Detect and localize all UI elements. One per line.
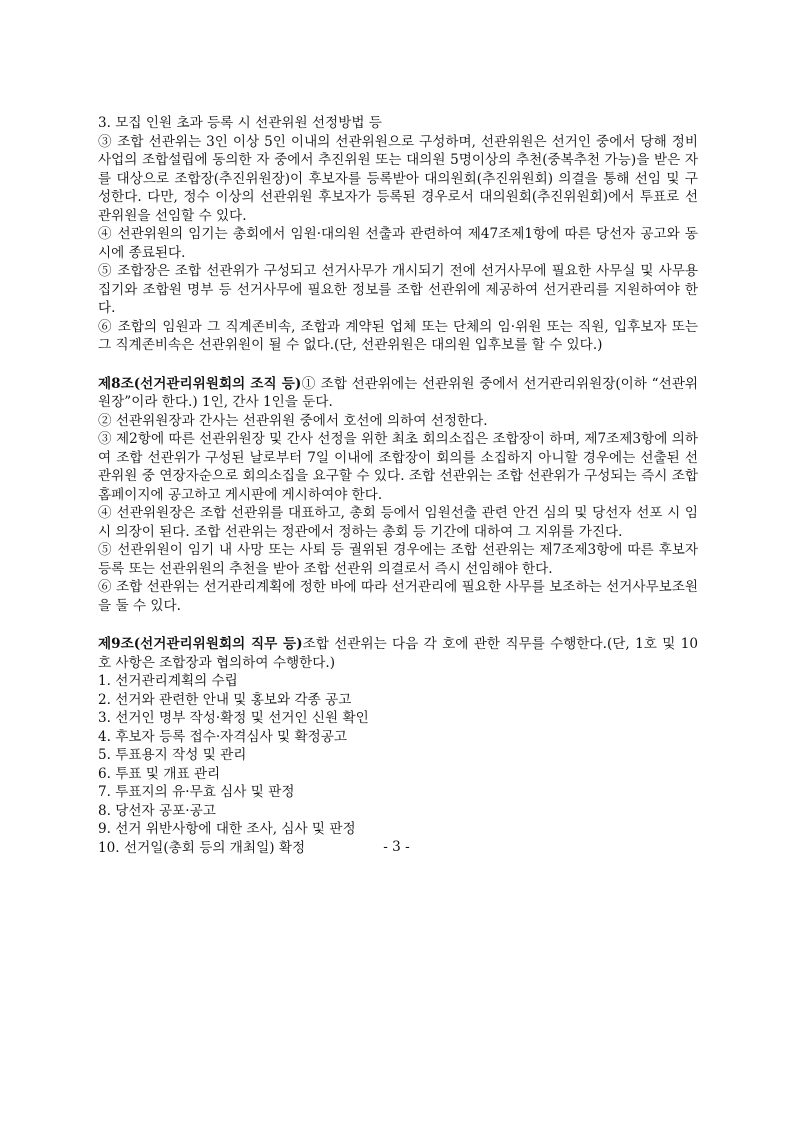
article-8-heading: 제8조(선거관리위원회의 조직 등) (98, 375, 302, 392)
paragraph: 3. 모집 인원 초과 등록 시 선관위원 선정방법 등 (98, 115, 382, 131)
section-gap (98, 355, 698, 375)
paragraph: ⑥ 조합의 임원과 그 직계존비속, 조합과 계약된 업체 또는 단체의 임·위원 또는 직원, 입후보자 또는 그 직계존비속은 선관위원이 될 수 없다.(단, 선관위원은 대의원 입후보를 할 수 있다.) (98, 318, 698, 353)
page-number: - 3 - (383, 839, 410, 855)
paragraph: ⑥ 조합 선관위는 선거관리계획에 정한 바에 따라 선거관리에 필요한 사무를 보조하는 선거사무보조원을 둘 수 있다. (98, 579, 698, 614)
article-9 (98, 635, 698, 857)
list-item: 1. 선거관리계획의 수립 (98, 673, 238, 689)
list-item: 6. 투표 및 개표 관리 (98, 765, 221, 782)
list-item: 4. 후보자 등록 접수·자격심사 및 확정공고 (98, 728, 347, 745)
article-9-first-paragraph (98, 635, 698, 672)
list-item: 3. 선거인 명부 작성·확정 및 선거인 신원 확인 (98, 710, 369, 726)
article-9-lead: 조합 선관위는 다음 각 호에 관한 직무를 수행한다.(단, 1호 및 10호 사항은 조합장과 협의하여 수행한다.) (98, 636, 698, 671)
list-item: 8. 당선자 공포·공고 (98, 802, 216, 819)
list-item: 5. 투표용지 작성 및 관리 (98, 747, 247, 763)
list-item: 9. 선거 위반사항에 대한 조사, 심사 및 판정 (98, 821, 356, 837)
list-item: 7. 투표지의 유·무효 심사 및 판정 (98, 784, 295, 800)
paragraph: ③ 제2항에 따른 선관위원장 및 간사 선정을 위한 최초 회의소집은 조합장이 하며, 제7조제3항에 의하여 조합 선관위가 구성된 날로부터 7일 이내에 조합장이 회의를 소집하지 아니할 경우에는 선출된 선관위원 중 연장자순으로 회의소집을 요구할 수 있다. 조합 선관위는 조합 선관위가 구성되는 즉시 조합 홈페이지에 공고하고 게시판에 게시하여야 한다. (98, 431, 698, 503)
article-8-lead: ① 조합 선관위에는 선관위원 중에서 선거관리위원장(이하 “선관위원장”이라 한다.) 1인, 간사 1인을 둔다. (98, 375, 698, 410)
paragraph: ⑤ 선관위원이 임기 내 사망 또는 사퇴 등 궐위된 경우에는 조합 선관위는 제7조제3항에 따른 후보자 등록 또는 선관위원의 추천을 받아 조합 선관위 의결로서 즉시 선임해야 한다. (98, 542, 698, 577)
document-body (98, 114, 698, 857)
paragraph: ④ 선관위원장은 조합 선관위를 대표하고, 총회 등에서 임원선출 관련 안건 심의 및 당선자 선포 시 임시 의장이 된다. 조합 선관위는 정관에서 정하는 총회 등 기간에 대하여 그 지위를 가진다. (98, 505, 698, 540)
article-8 (98, 375, 698, 616)
paragraph: ③ 조합 선관위는 3인 이상 5인 이내의 선관위원으로 구성하며, 선관위원은 선거인 중에서 당해 정비사업의 조합설립에 동의한 자 중에서 추진위원 또는 대의원 5명이상의 추천(중복추천 가능)을 받은 자를 대상으로 조합장(추진위원장)이 후보자를 등록받아 대의원회(추진위원회) 의결을 통해 선임 및 구성한다. 다만, 정수 이상의 선관위원 후보자가 등록된 경우로서 대의원회(추진위원회)에서 투표로 선관위원을 선임할 수 있다. (98, 133, 698, 224)
paragraph: ⑤ 조합장은 조합 선관위가 구성되고 선거사무가 개시되기 전에 선거사무에 필요한 사무실 및 사무용 집기와 조합원 명부 등 선거사무에 필요한 정보를 조합 선관위에 제공하여 선거관리를 지원하여야 한다. (98, 263, 698, 316)
article-8-first-paragraph (98, 375, 698, 412)
list-item: 10. 선거일(총회 등의 개최일) 확정 (98, 839, 306, 856)
article-9-heading: 제9조(선거관리위원회의 직무 등) (98, 636, 303, 652)
section-top (98, 114, 698, 355)
paragraph: ④ 선관위원의 임기는 총회에서 임원·대의원 선출과 관련하여 제47조제1항에 따른 당선자 공고와 동시에 종료된다. (98, 226, 698, 261)
section-gap (98, 615, 698, 635)
list-item: 2. 선거와 관련한 안내 및 홍보와 각종 공고 (98, 691, 352, 708)
paragraph: ② 선관위원장과 간사는 선관위원 중에서 호선에 의하여 선정한다. (98, 412, 488, 429)
